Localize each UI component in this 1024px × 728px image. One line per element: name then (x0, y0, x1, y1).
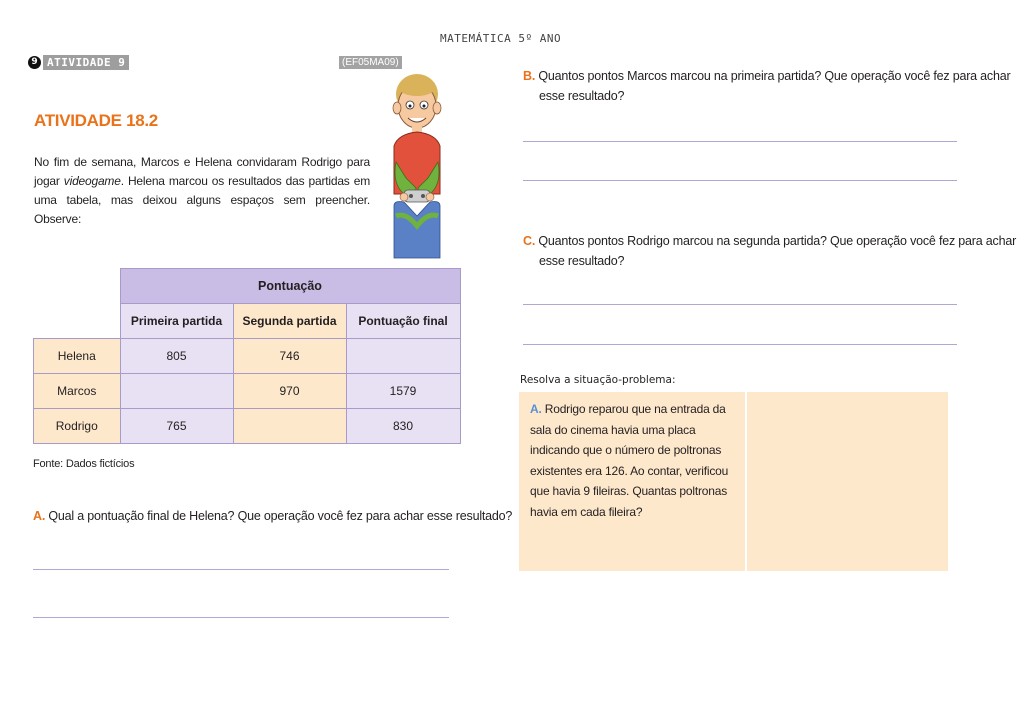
column-header: Primeira partida (120, 304, 233, 339)
intro-part1: No fim de semana, Marcos e Helena convidaram Rodrigo para jogar (34, 155, 370, 188)
answer-line-a2[interactable] (33, 617, 449, 618)
question-a-letter: A. (33, 509, 46, 523)
activity-label: ATIVIDADE 9 (43, 55, 129, 70)
table-cell: 830 (346, 409, 460, 444)
column-header: Pontuação final (346, 304, 460, 339)
boy-illustration (384, 66, 448, 260)
question-a (33, 506, 512, 526)
table-cell: 765 (120, 409, 233, 444)
table-corner (34, 269, 121, 304)
problem-answer-box[interactable] (747, 392, 948, 571)
answer-line-a1[interactable] (33, 569, 449, 570)
table-cell: 805 (120, 339, 233, 374)
skill-code-label: (EF05MA09) (339, 56, 402, 69)
question-c-text-line2: esse resultado? (539, 254, 625, 268)
intro-part2: . Helena marcou os resultados das partidas em uma tabela, mas deixou alguns espaços sem preencher. Observe: (34, 174, 370, 226)
answer-line-c1[interactable] (523, 304, 957, 305)
question-c-letter: C. (523, 234, 536, 248)
answer-line-b2[interactable] (523, 180, 957, 181)
table-cell: 1579 (346, 374, 460, 409)
section-title: ATIVIDADE 18.2 (34, 111, 158, 130)
question-c-text-line1: Quantos pontos Rodrigo marcou na segunda partida? Que operação você fez para achar (538, 234, 1017, 248)
problem-letter: A. (530, 402, 542, 416)
table-cell: 746 (233, 339, 346, 374)
answer-line-c2[interactable] (523, 344, 957, 345)
intro-italic: videogame (63, 174, 121, 188)
table-row (34, 339, 461, 374)
table-cell (346, 339, 460, 374)
column-header: Segunda partida (233, 304, 346, 339)
table-corner (34, 304, 121, 339)
table-row (34, 409, 461, 444)
table-group-header: Pontuação (120, 269, 460, 304)
table-source: Fonte: Dados fictícios (33, 458, 135, 470)
question-b (523, 66, 1011, 106)
problem-heading: Resolva a situação-problema: (520, 374, 676, 386)
question-c (523, 231, 1017, 271)
question-a-text: Qual a pontuação final de Helena? Que operação você fez para achar esse resultado? (48, 509, 513, 523)
problem-text-block (530, 399, 738, 522)
answer-line-b1[interactable] (523, 141, 957, 142)
table-cell (233, 409, 346, 444)
score-table (33, 268, 461, 444)
row-name: Rodrigo (34, 409, 121, 444)
row-name: Helena (34, 339, 121, 374)
table-row (34, 374, 461, 409)
question-b-text-line1: Quantos pontos Marcos marcou na primeira partida? Que operação você fez para achar (538, 69, 1011, 83)
problem-text: Rodrigo reparou que na entrada da sala do cinema havia uma placa indicando que o número de poltronas existentes era 126. Ao contar, verificou que havia 9 fileiras. Quantas poltronas havia em cada fileira? (530, 402, 729, 519)
table-cell (120, 374, 233, 409)
question-b-text-line2: esse resultado? (539, 89, 625, 103)
activity-number-badge: 9 (28, 56, 41, 69)
question-b-letter: B. (523, 69, 536, 83)
table-cell: 970 (233, 374, 346, 409)
page-header-title: MATEMÁTICA 5º ANO (440, 32, 562, 45)
row-name: Marcos (34, 374, 121, 409)
intro-paragraph (34, 153, 370, 229)
